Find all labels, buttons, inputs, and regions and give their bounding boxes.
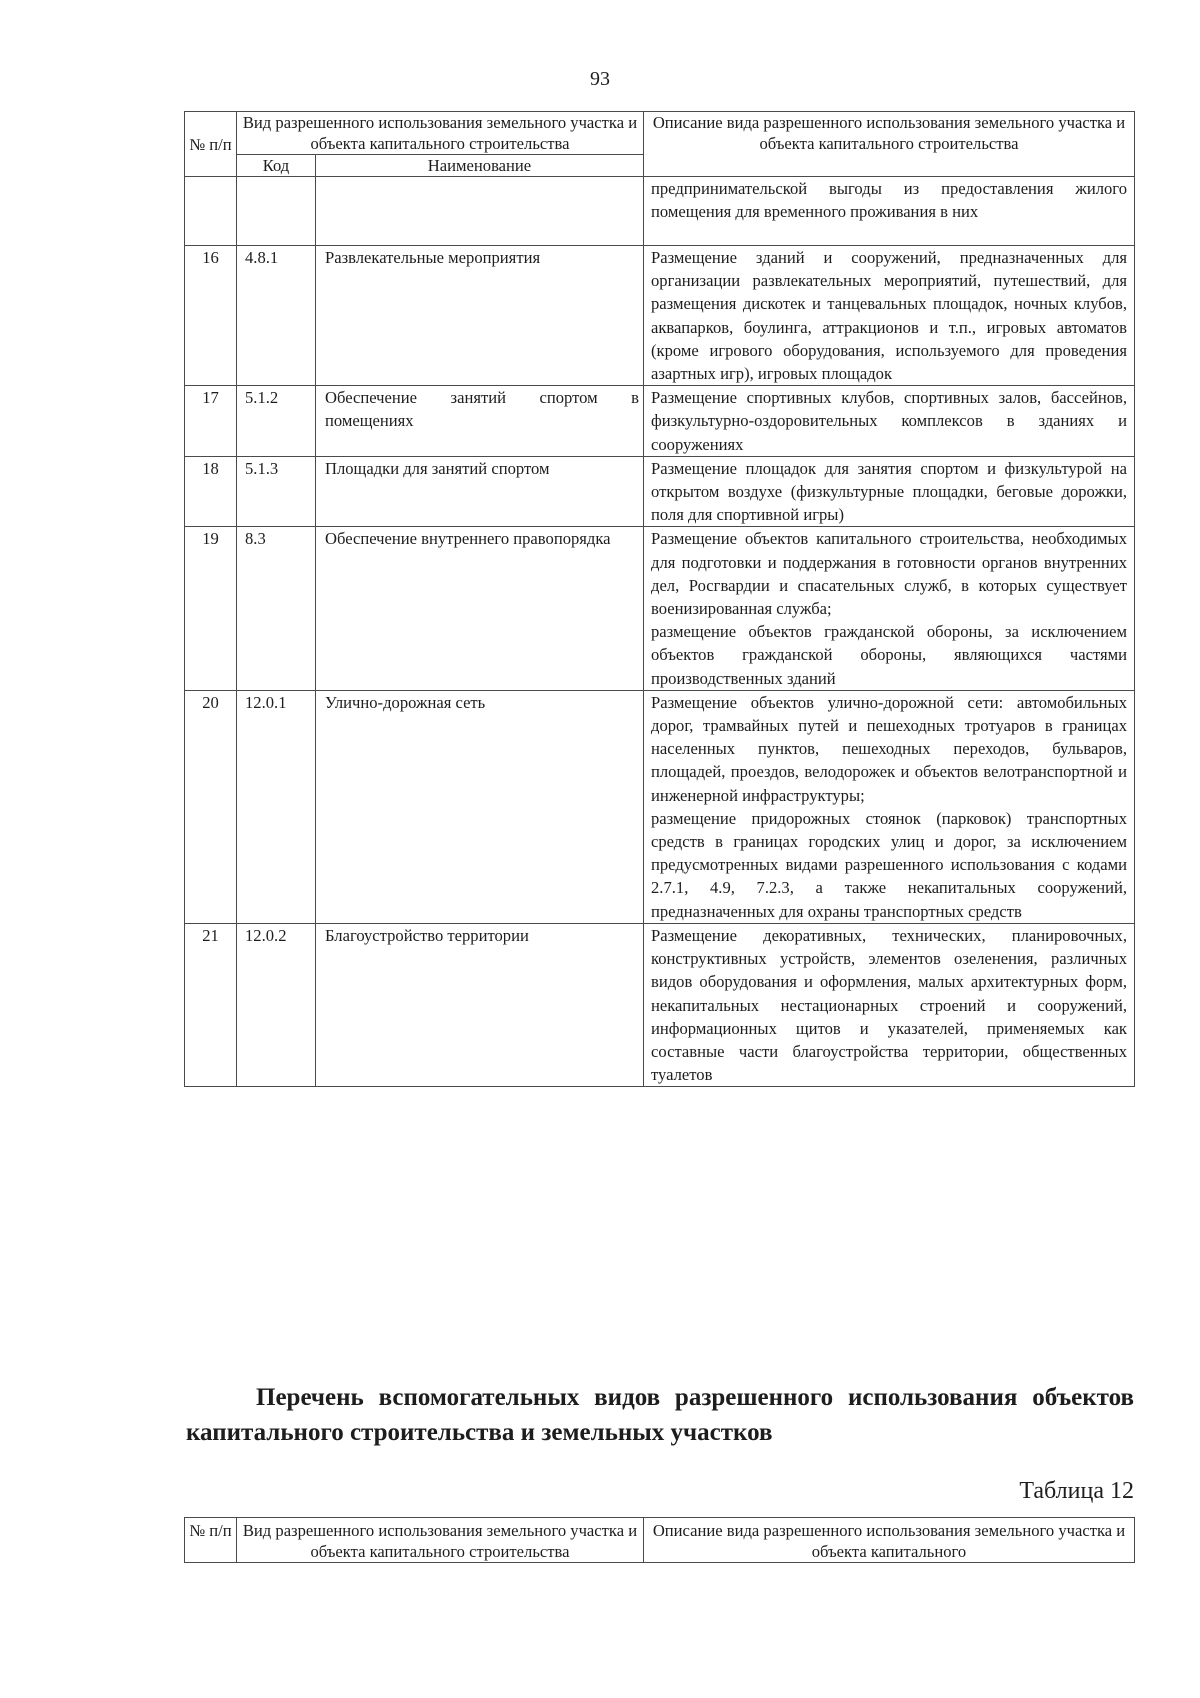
header-use-type: Вид разрешенного использования земельного участка и объекта капитального строительства xyxy=(237,112,644,155)
page-number: 93 xyxy=(590,68,610,90)
row-num: 18 xyxy=(185,456,237,527)
row-name: Площадки для занятий спортом xyxy=(316,456,644,527)
row-name: Обеспечение занятий спортом в помещениях xyxy=(316,386,644,457)
row-code: 5.1.3 xyxy=(237,456,316,527)
row-num: 21 xyxy=(185,923,237,1086)
table-row xyxy=(185,456,1135,527)
row-description xyxy=(644,527,1135,690)
header-name: Наименование xyxy=(316,155,644,177)
row-description xyxy=(644,246,1135,386)
row-description xyxy=(644,690,1135,923)
description-paragraph: Размещение зданий и сооружений, предназначенных для организации развлекательных мероприятий, путешествий, для размещения дискотек и танцевальных площадок, ночных клубов, аквапарков, боулинга, аттракционов и т.п., игровых автоматов (кроме игрового оборудования, используемого для проведения азартных игр), игровых площадок xyxy=(651,248,1127,384)
row-code: 12.0.1 xyxy=(237,690,316,923)
second-header-num: № п/п xyxy=(185,1518,237,1563)
row-code: 8.3 xyxy=(237,527,316,690)
table-header-row xyxy=(185,112,1135,155)
description-paragraph: размещение объектов гражданской обороны, за исключением объектов гражданской обороны, являющихся частями производственных зданий xyxy=(651,622,1127,688)
row-name: Улично-дорожная сеть xyxy=(316,690,644,923)
row-num: 19 xyxy=(185,527,237,690)
row-code: 5.1.2 xyxy=(237,386,316,457)
second-header-use-type: Вид разрешенного использования земельного участка и объекта капитального строительства xyxy=(237,1518,644,1563)
header-num: № п/п xyxy=(185,112,237,177)
continuation-num xyxy=(185,177,237,246)
second-header-description: Описание вида разрешенного использования земельного участка и объекта капитального xyxy=(644,1518,1135,1563)
continuation-name xyxy=(316,177,644,246)
header-description: Описание вида разрешенного использования земельного участка и объекта капитального строительства xyxy=(644,112,1135,177)
table-body xyxy=(185,246,1135,1087)
table-row xyxy=(185,386,1135,457)
permitted-use-table xyxy=(184,111,1135,1087)
row-name: Обеспечение внутреннего правопорядка xyxy=(316,527,644,690)
table-row xyxy=(185,527,1135,690)
row-num: 20 xyxy=(185,690,237,923)
table-row-continuation xyxy=(185,177,1135,246)
row-code: 4.8.1 xyxy=(237,246,316,386)
description-paragraph: Размещение объектов улично-дорожной сети: автомобильных дорог, трамвайных путей и пешеходных тротуаров в границах населенных пунктов, пешеходных переходов, бульваров, площадей, проездов, велодорожек и объектов велотранспортной и инженерной инфраструктуры; xyxy=(651,692,1127,805)
description-paragraph: размещение придорожных стоянок (парковок) транспортных средств в границах городских улиц и дорог, за исключением предусмотренных видами разрешенного использования с кодами 2.7.1, 4.9, 7.2.3, а также некапитальных сооружений, предназначенных для охраны транспортных средств xyxy=(651,808,1127,921)
header-code: Код xyxy=(237,155,316,177)
section-title: Перечень вспомогательных видов разрешенного использования объектов капитального строительства и земельных участков xyxy=(186,1384,1134,1446)
table-row xyxy=(185,690,1135,923)
row-name: Развлекательные мероприятия xyxy=(316,246,644,386)
row-description xyxy=(644,456,1135,527)
row-description xyxy=(644,386,1135,457)
row-description xyxy=(644,923,1135,1086)
continuation-code xyxy=(237,177,316,246)
row-num: 16 xyxy=(185,246,237,386)
description-paragraph: Размещение декоративных, технических, планировочных, конструктивных устройств, элементов озеленения, различных видов оборудования и оформления, малых архитектурных форм, некапитальных нестационарных строений и сооружений, информационных щитов и указателей, применяемых как составные части благоустройства территории, общественных туалетов xyxy=(651,925,1127,1085)
table-row xyxy=(185,923,1135,1086)
continuation-description: предпринимательской выгоды из предоставления жилого помещения для временного проживания в них xyxy=(644,177,1135,246)
table-row xyxy=(185,246,1135,386)
second-table-header-row xyxy=(185,1518,1135,1563)
description-paragraph: Размещение спортивных клубов, спортивных залов, бассейнов, физкультурно-оздоровительных комплексов в зданиях и сооружениях xyxy=(651,388,1127,454)
description-paragraph: Размещение площадок для занятия спортом и физкультурой на открытом воздухе (физкультурные площадки, беговые дорожки, поля для спортивной игры) xyxy=(651,458,1127,525)
auxiliary-use-table xyxy=(184,1517,1135,1563)
description-paragraph: Размещение объектов капитального строительства, необходимых для подготовки и поддержания в готовности органов внутренних дел, Росгвардии и спасательных служб, в которых существует военизированная служба; xyxy=(651,529,1127,619)
row-num: 17 xyxy=(185,386,237,457)
table-label: Таблица 12 xyxy=(1019,1478,1134,1504)
row-name: Благоустройство территории xyxy=(316,923,644,1086)
row-code: 12.0.2 xyxy=(237,923,316,1086)
